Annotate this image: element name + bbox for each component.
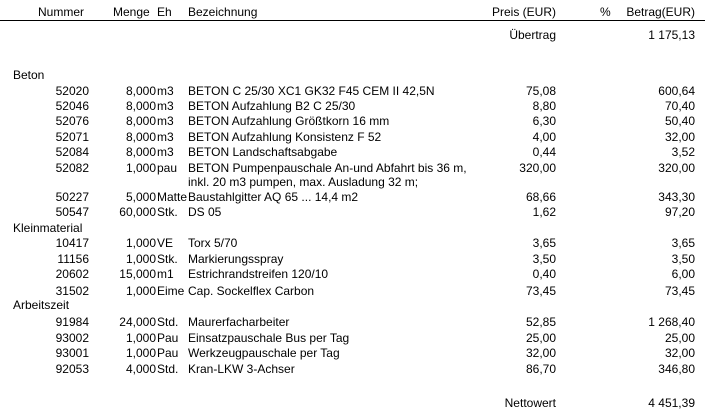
- header-bezeichnung: Bezeichnung: [188, 5, 258, 19]
- item-number: 92053: [55, 362, 89, 376]
- item-price: 32,00: [525, 346, 556, 360]
- item-unit: VE: [157, 236, 174, 250]
- item-description: BETON Landschaftsabgabe: [188, 145, 338, 159]
- item-description: Werkzeugpauschale per Tag: [188, 346, 340, 360]
- item-unit: Stk.: [157, 252, 178, 266]
- item-description: DS 05: [188, 205, 222, 219]
- item-price: 8,80: [532, 99, 556, 113]
- item-quantity: 8,000: [125, 114, 156, 128]
- item-description: Markierungsspray: [188, 252, 284, 266]
- item-quantity: 60,000: [119, 205, 156, 219]
- item-number: 52071: [55, 130, 89, 144]
- header-divider: [0, 20, 705, 21]
- item-unit: Std.: [157, 315, 179, 329]
- item-unit: m3: [157, 114, 174, 128]
- item-unit: Matte: [157, 190, 187, 204]
- item-quantity: 1,000: [125, 161, 156, 175]
- item-amount: 3,52: [671, 145, 695, 159]
- item-quantity: 5,000: [125, 190, 156, 204]
- item-description: BETON C 25/30 XC1 GK32 F45 CEM II 42,5N: [188, 84, 435, 98]
- item-description: BETON Aufzahlung Konsistenz F 52: [188, 130, 382, 144]
- item-amount: 600,64: [658, 84, 695, 98]
- item-description: Torx 5/70: [188, 236, 238, 250]
- section-title: Kleinmaterial: [13, 221, 83, 235]
- item-price: 6,30: [532, 114, 556, 128]
- item-amount: 25,00: [664, 331, 695, 345]
- item-quantity: 1,000: [125, 331, 156, 345]
- item-description: BETON Aufzahlung Größtkorn 16 mm: [188, 114, 390, 128]
- item-quantity: 8,000: [125, 145, 156, 159]
- item-unit: m3: [157, 84, 174, 98]
- item-quantity: 1,000: [125, 252, 156, 266]
- item-amount: 6,00: [671, 267, 695, 281]
- item-amount: 346,80: [658, 362, 695, 376]
- item-unit: Std.: [157, 362, 179, 376]
- item-number: 11156: [57, 252, 89, 266]
- item-unit: pau: [157, 161, 178, 175]
- item-number: 31502: [55, 284, 89, 298]
- item-unit: Eime: [157, 284, 185, 298]
- item-price: 25,00: [525, 331, 556, 345]
- item-amount: 3,65: [671, 236, 695, 250]
- item-unit: m3: [157, 99, 174, 113]
- item-quantity: 4,000: [125, 362, 156, 376]
- item-amount: 320,00: [658, 161, 695, 175]
- item-price: 320,00: [519, 161, 556, 175]
- item-amount: 32,00: [664, 346, 695, 360]
- item-price: 0,44: [532, 145, 556, 159]
- item-amount: 32,00: [664, 130, 695, 144]
- item-amount: 1 268,40: [648, 315, 695, 329]
- item-unit: Stk.: [157, 205, 178, 219]
- section-title: Beton: [13, 68, 45, 82]
- item-quantity: 1,000: [125, 346, 156, 360]
- header-prozent: %: [600, 5, 611, 19]
- item-unit: Pau: [157, 346, 179, 360]
- netto-label: Nettowert: [504, 396, 556, 410]
- item-price: 68,66: [525, 190, 556, 204]
- item-number: 50227: [55, 190, 89, 204]
- uebertrag-label: Übertrag: [509, 28, 556, 42]
- item-quantity: 15,000: [119, 267, 156, 281]
- item-number: 93001: [55, 346, 89, 360]
- item-number: 52076: [55, 114, 89, 128]
- item-price: 3,65: [532, 236, 556, 250]
- item-amount: 73,45: [664, 284, 695, 298]
- item-description: BETON Aufzahlung B2 C 25/30: [188, 99, 356, 113]
- header-nummer: Nummer: [37, 5, 84, 19]
- item-amount: 50,40: [664, 114, 695, 128]
- item-price: 4,00: [532, 130, 556, 144]
- item-unit: m3: [157, 145, 174, 159]
- item-number: 91984: [55, 315, 89, 329]
- item-number: 52046: [55, 99, 89, 113]
- header-preis: Preis (EUR): [491, 5, 556, 19]
- item-amount: 3,50: [671, 252, 695, 266]
- item-amount: 70,40: [664, 99, 695, 113]
- item-description: Maurerfacharbeiter: [188, 315, 290, 329]
- item-quantity: 24,000: [119, 315, 156, 329]
- item-description: BETON Pumpenpauschale An-und Abfahrt bis 36 m, inkl. 20 m3 pumpen, max. Ausladung 32 m;: [188, 161, 467, 189]
- item-price: 0,40: [532, 267, 556, 281]
- item-amount: 343,30: [658, 190, 695, 204]
- item-unit: m3: [157, 130, 174, 144]
- item-unit: m1: [157, 267, 174, 281]
- item-description: Kran-LKW 3-Achser: [188, 362, 295, 376]
- item-number: 52082: [55, 161, 89, 175]
- item-description: Estrichrandstreifen 120/10: [188, 267, 329, 281]
- header-betrag: Betrag(EUR): [626, 5, 695, 19]
- item-price: 1,62: [532, 205, 556, 219]
- item-description: Cap. Sockelflex Carbon: [188, 284, 315, 298]
- netto-value: 4 451,39: [648, 396, 695, 410]
- item-number: 93002: [55, 331, 89, 345]
- item-description: Baustahlgitter AQ 65 ... 14,4 m2: [188, 190, 359, 204]
- item-unit: Pau: [157, 331, 179, 345]
- item-number: 52084: [55, 145, 89, 159]
- item-quantity: 1,000: [125, 236, 156, 250]
- item-number: 20602: [55, 267, 89, 281]
- item-quantity: 8,000: [125, 130, 156, 144]
- item-number: 50547: [55, 205, 89, 219]
- item-price: 75,08: [525, 84, 556, 98]
- uebertrag-value: 1 175,13: [648, 28, 695, 42]
- item-price: 3,50: [532, 252, 556, 266]
- header-eh: Eh: [157, 5, 172, 19]
- item-quantity: 8,000: [125, 84, 156, 98]
- item-price: 73,45: [525, 284, 556, 298]
- header-menge: Menge: [113, 5, 150, 19]
- item-description: Einsatzpauschale Bus per Tag: [188, 331, 350, 345]
- item-price: 86,70: [525, 362, 556, 376]
- item-number: 52020: [55, 84, 89, 98]
- section-title: Arbeitszeit: [13, 298, 70, 312]
- item-amount: 97,20: [664, 205, 695, 219]
- item-number: 10417: [55, 236, 89, 250]
- item-price: 52,85: [525, 315, 556, 329]
- item-quantity: 1,000: [125, 284, 156, 298]
- item-quantity: 8,000: [125, 99, 156, 113]
